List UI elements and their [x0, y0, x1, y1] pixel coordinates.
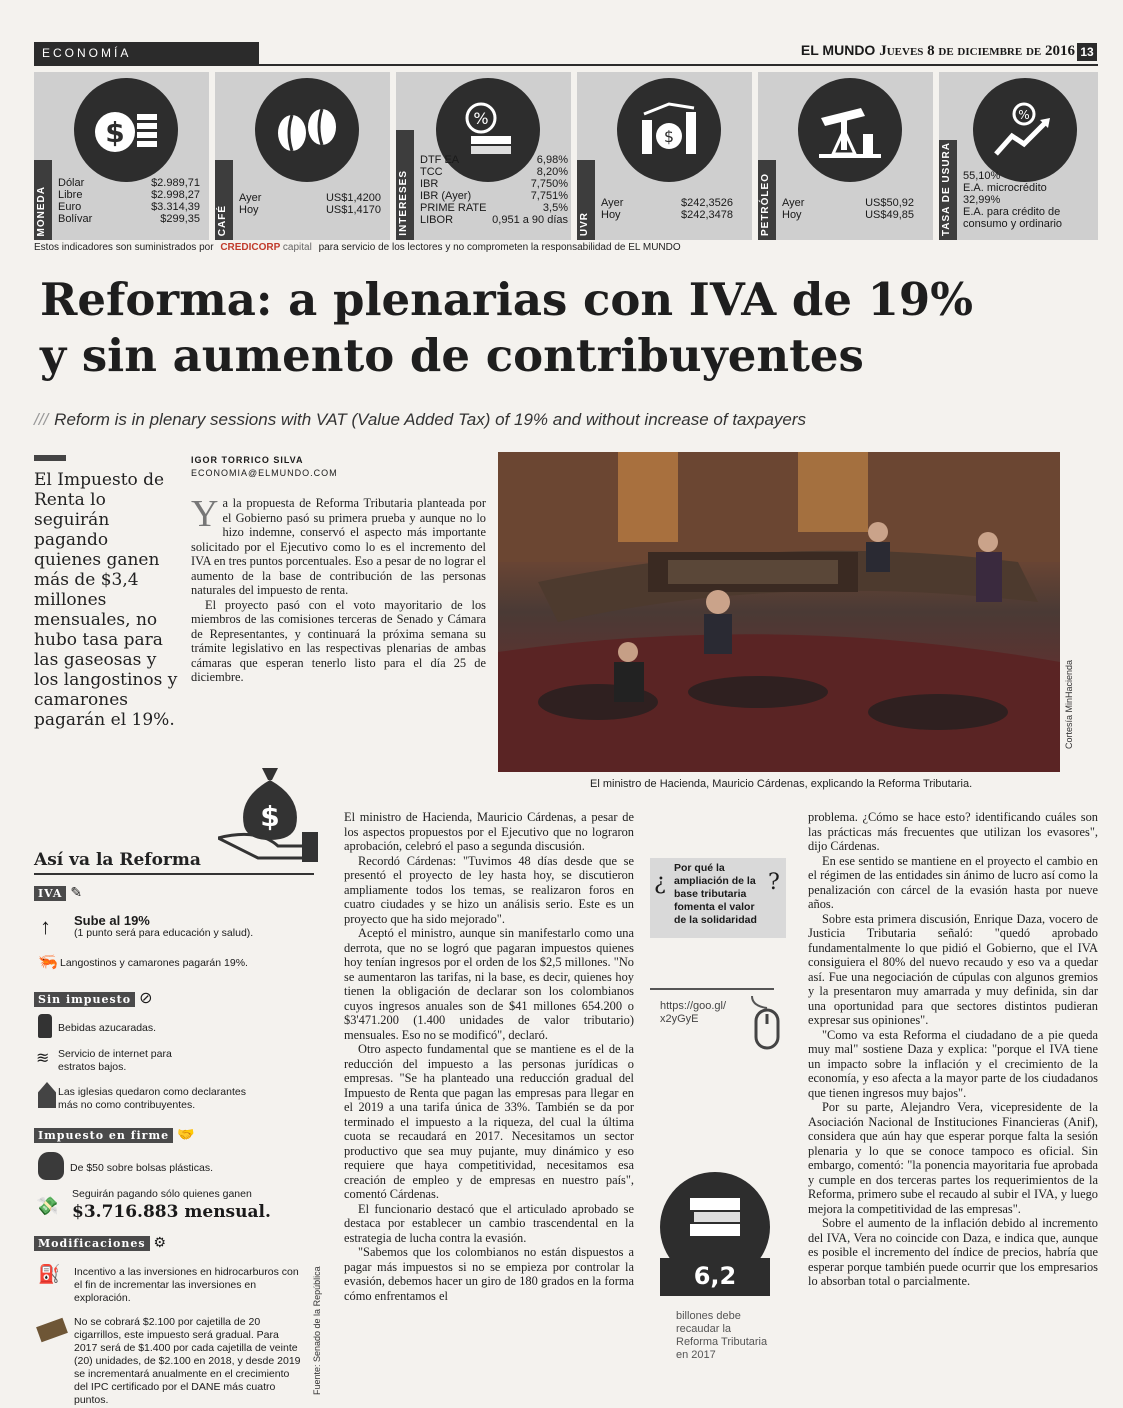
url-rule — [650, 988, 774, 990]
gear-icon: ⚙ — [153, 1236, 167, 1251]
uvr-label: UVR — [579, 211, 590, 236]
hand-money-icon: 💸 — [36, 1196, 59, 1216]
intereses-rows: DTF EA 6,98% TCC 8,20% IBR 7,750% IBR (Ayer) 7,751% PRIME RATE 3,5% LIBOR 0,951 a 90 días — [420, 154, 568, 226]
oil-drop-icon: ⛽ — [38, 1264, 61, 1284]
stat-caption: billones debe recaudar la Reforma Tributaria en 2017 — [676, 1310, 768, 1361]
reforma-box-title: Así va la Reforma — [34, 850, 201, 870]
sin-impuesto-tag: Sin impuesto ⊘ — [34, 988, 152, 1008]
church-icon — [38, 1082, 56, 1108]
plastic-bag-icon — [38, 1152, 64, 1180]
pullquote-bar — [34, 455, 66, 461]
indicator-usura — [939, 72, 1098, 240]
photo-credit: Cortesía MinHacienda — [1064, 660, 1074, 750]
source-credit: Fuente: Senado de la República — [312, 1266, 322, 1395]
mod-item-1: Incentivo a las inversiones en hidrocarburos con el fin de incrementar las inversiones en exploración. — [74, 1266, 299, 1304]
shrimp-icon: 🦐 — [38, 954, 58, 971]
petroleo-label: PETRÓLEO — [760, 172, 771, 236]
modificaciones-tag: Modificaciones ⚙ — [34, 1234, 166, 1252]
article-intro: Ya la propuesta de Reforma Tributaria planteada por el Gobierno pasó su primera prueba y aunque no lo hizo indemne, conservó el aspecto más importante solicitado por el Ejecutivo como lo es el incremento del IVA en tres puntos porcentuales. Eso a pesar de no lograr el aumento de la base de contribución de las personas naturales del impuesto de renta. El proyecto pasó con el voto mayoritario de los miembros de las comisiones terceras de Senado y Cámara de Representantes, y continuará la próxima semana su trámite legislativo en las respectivas plenarias de ambas cámaras que esperan tenerlo listo para el día 25 de diciembre. — [191, 493, 486, 684]
arrow-up-icon: ↑ — [40, 914, 51, 939]
reforma-box-rule — [34, 873, 314, 875]
article-photo — [498, 452, 1060, 772]
credicorp-logo: CREDICORP capital — [220, 242, 312, 253]
question-text: Por qué la ampliación de la base tributaria fomenta el valor de la solidaridad — [674, 862, 757, 926]
masthead — [801, 42, 1075, 60]
question-box: ¿ ? Por qué la ampliación de la base tributaria fomenta el valor de la solidaridad — [650, 858, 786, 938]
author-name: IGOR TORRICO SILVA — [191, 455, 304, 465]
sin-item-2: Servicio de internet para estratos bajos. — [58, 1048, 172, 1073]
coins-icon — [74, 78, 178, 182]
pencil-check-icon: ✎ — [70, 886, 83, 901]
firme-item-2: Seguirán pagando sólo quienes ganen — [72, 1188, 252, 1200]
author-email: ECONOMIA@ELMUNDO.COM — [191, 468, 338, 478]
moneda-label: MONEDA — [36, 185, 47, 236]
intereses-label: INTERESES — [398, 170, 409, 236]
prohibited-icon: ⊘ — [139, 990, 153, 1007]
pullquote: El Impuesto de Renta lo seguirán pagando quienes ganen más de $3,4 millones mensuales, no hubo tasa para las gaseosas y los langostinos y camarones pagarán el 19%. — [34, 470, 178, 730]
short-url[interactable]: https://goo.gl/ x2yGyE — [660, 1000, 727, 1025]
indicator-intereses — [396, 72, 571, 240]
firme-amount: $3.716.883 mensual. — [72, 1202, 271, 1222]
cafe-rows: Ayer US$1,4200 Hoy US$1,4170 — [239, 192, 381, 216]
svg-text:$: $ — [260, 800, 280, 833]
usura-label: TASA DE USURA — [941, 141, 952, 236]
handshake-icon: 🤝 — [177, 1128, 195, 1143]
money-bag-chart-icon — [617, 78, 721, 182]
indicator-petroleo — [758, 72, 933, 240]
iva-tag: IVA ✎ — [34, 884, 82, 902]
money-bag-hand-icon — [218, 768, 328, 869]
page-number: 13 — [1077, 43, 1097, 61]
svg-text:%: % — [473, 109, 489, 128]
section-label: ECONOMÍA — [34, 42, 259, 64]
sin-item-1: Bebidas azucaradas. — [58, 1022, 157, 1034]
svg-text:$: $ — [105, 116, 125, 149]
photo-caption: El ministro de Hacienda, Mauricio Cárdenas, explicando la Reforma Tributaria. — [590, 778, 973, 790]
issue-date: Jueves 8 de diciembre de 2016 — [879, 43, 1075, 59]
mod-item-2: No se cobrará $2.100 por cajetilla de 20 cigarrillos, este impuesto será gradual. Para 2017 será de $1.400 por cada cajetilla de veinte (20) unidades, de $2.100 en 2018, y desde 2019 se incrementará anualmente en el crecimiento del IPC certificado por el DANE más cuatro puntos. — [74, 1316, 301, 1406]
cigarette-pack-icon — [36, 1318, 68, 1343]
coffee-beans-icon — [255, 78, 359, 182]
bottle-icon — [38, 1014, 52, 1038]
svg-text:$: $ — [663, 127, 675, 146]
indicators-strip — [34, 72, 1098, 240]
indicator-moneda — [34, 72, 209, 240]
mouse-icon — [750, 996, 784, 1057]
article-column-2: El ministro de Hacienda, Mauricio Cárdenas, a pesar de los aspectos propuestos por el Ejecutivo que no lograron aprobación, celebró el paso a segunda discusión. Recordó Cárdenas: "Tuvimos 48 días desde que se presentó el proyecto de ley hasta hoy, se discutieron ampliamente todos los temas, se realizaron foros en cuatro ciudades y se hizo un análisis serio. Este es un proyecto que ha sido mejorado". Aceptó el ministro, aunque sin manifestarlo como una derrota, que no se logró que pagaran impuestos quienes hoy tenían ingresos por el orden de los $2,5 millones. "No se aumentaron las tarifas, ni la base, es decir, quienes hoy tienen la obligación de declarar son los colombianos cuyos ingresos anuales son de $41 millones 654.200 o $3'471.200 (1.400 unidades de valor tributario) mensuales. Eso no se modificó", declaró. Otro aspecto fundamental que se mantiene es el de la reducción del impuesto a las personas jurídicas o empresas. "Se ha planteado una reducción gradual del Impuesto de Renta que pagan las empresas para llegar en el 2019 a una tarifa única de 33%. También se da por terminado el impuesto a la riqueza, del cual la última cuota se recaudará en 2017. Necesitamos un sector productivo que sea muy pujante, muy dinámico y eso requiere que haya competitividad, necesitamos esa creación de empleo y de empresas en nuestro país", comentó Cárdenas. El funcionario destacó que el articulado aprobado se destaca por establecer un cambio trascendental en la estrategia de lucha contra la evasión. "Sabemos que los colombianos no están dispuestos a pagar más impuestos si no se empieza por controlar la evasión, debemos hacer un giro de 180 grados en la forma cómo enfrentamos el — [344, 810, 634, 1303]
firme-item-1: De $50 sobre bolsas plásticas. — [70, 1162, 213, 1174]
iva-item-1: Sube al 19% (1 punto será para educación y salud). — [74, 913, 254, 939]
headline: Reforma: a plenarias con IVA de 19% y sin aumento de contribuyentes — [40, 273, 974, 382]
indicators-note: Estos indicadores son suministrados por CREDICORP capital para servicio de los lectores y no comprometen la responsabilidad de EL MUNDO — [34, 242, 681, 253]
iva-item-2: Langostinos y camarones pagarán 19%. — [60, 957, 248, 969]
oil-pump-icon — [798, 78, 902, 182]
cafe-label: CAFÉ — [217, 204, 228, 236]
header-rule — [34, 64, 1098, 66]
paper-name: EL MUNDO — [800, 42, 876, 58]
sin-item-3: Las iglesias quedaron como declarantes más no como contribuyentes. — [58, 1086, 246, 1111]
english-subtitle: /// Reform is in plenary sessions with VAT (Value Added Tax) of 19% and without increase of taxpayers — [34, 410, 807, 429]
indicator-uvr — [577, 72, 752, 240]
uvr-rows: Ayer $242,3526 Hoy $242,3478 — [601, 197, 733, 221]
dropcap: Y — [191, 493, 219, 535]
petroleo-rows: Ayer US$50,92 Hoy US$49,85 — [782, 197, 914, 221]
moneda-rows: Dólar $2.989,71 Libre $2.998,27 Euro $3.314,39 Bolívar $299,35 — [58, 177, 200, 225]
growth-chart-icon — [973, 78, 1077, 182]
usura-rows: 55,10% E.A. microcrédito 32,99% E.A. para crédito de consumo y ordinario — [963, 170, 1063, 230]
wifi-icon: ≋ — [36, 1050, 50, 1067]
indicator-cafe — [215, 72, 390, 240]
article-column-3: problema. ¿Cómo se hace esto? identificando cuáles son las prácticas más frecuentes que utilizan los evasores", dijo Cárdenas. En ese sentido se mantiene en el proyecto el cambio en el régimen de las entidades sin ánimo de lucro así como la penalización con cárcel de la evasión hasta por nueve años. Sobre esta primera discusión, Enrique Daza, vocero de Justicia Tributaria señaló: "quedó aprobado fundamentalmente lo que pidió el Gobierno, que el IVA consiguiera el 80% del nuevo recaudo y eso va a quedar así. Fue una negociación de cúpulas con algunos gremios y la presentaron muy amarrada y muy definida, sin dar una oportunidad para que sectores distintos pudieran expresar sus opiniones". "Como va esta Reforma el ciudadano de a pie queda muy mal" sostiene Daza y explica: "porque el IVA tiene un impacto sobre la inflación y el crecimiento de la economía, y eso afecta a la mayor parte de los ciudadanos que tienen ingresos muy bajos". Por su parte, Alejandro Vera, vicepresidente de la Asociación Nacional de Instituciones Financieras (Anif), considera que aún hay que esperar porque falta la sesión plenaria y lo que se conoce tampoco es oficial. Sin embargo, comentó: "la ponencia mayoritaria fue aprobada y cumple en dos terceras partes los requerimientos de la Reforma, primero sube el recaudo al subir el IVA, y luego mejora la competitividad de las empresas". Sobre el aumento de la inflación debido al incremento del IVA, Vera no coincide con Daza, e indica que, aunque es posible el incremento del índice de precios, habría que esperar porque también puede ocurrir que los empresarios lo absorban total o parcialmente. — [808, 810, 1098, 1288]
impuesto-firme-tag: Impuesto en firme 🤝 — [34, 1126, 195, 1144]
svg-text:%: % — [1018, 108, 1030, 122]
stat-value: 6,2 — [693, 1262, 737, 1290]
